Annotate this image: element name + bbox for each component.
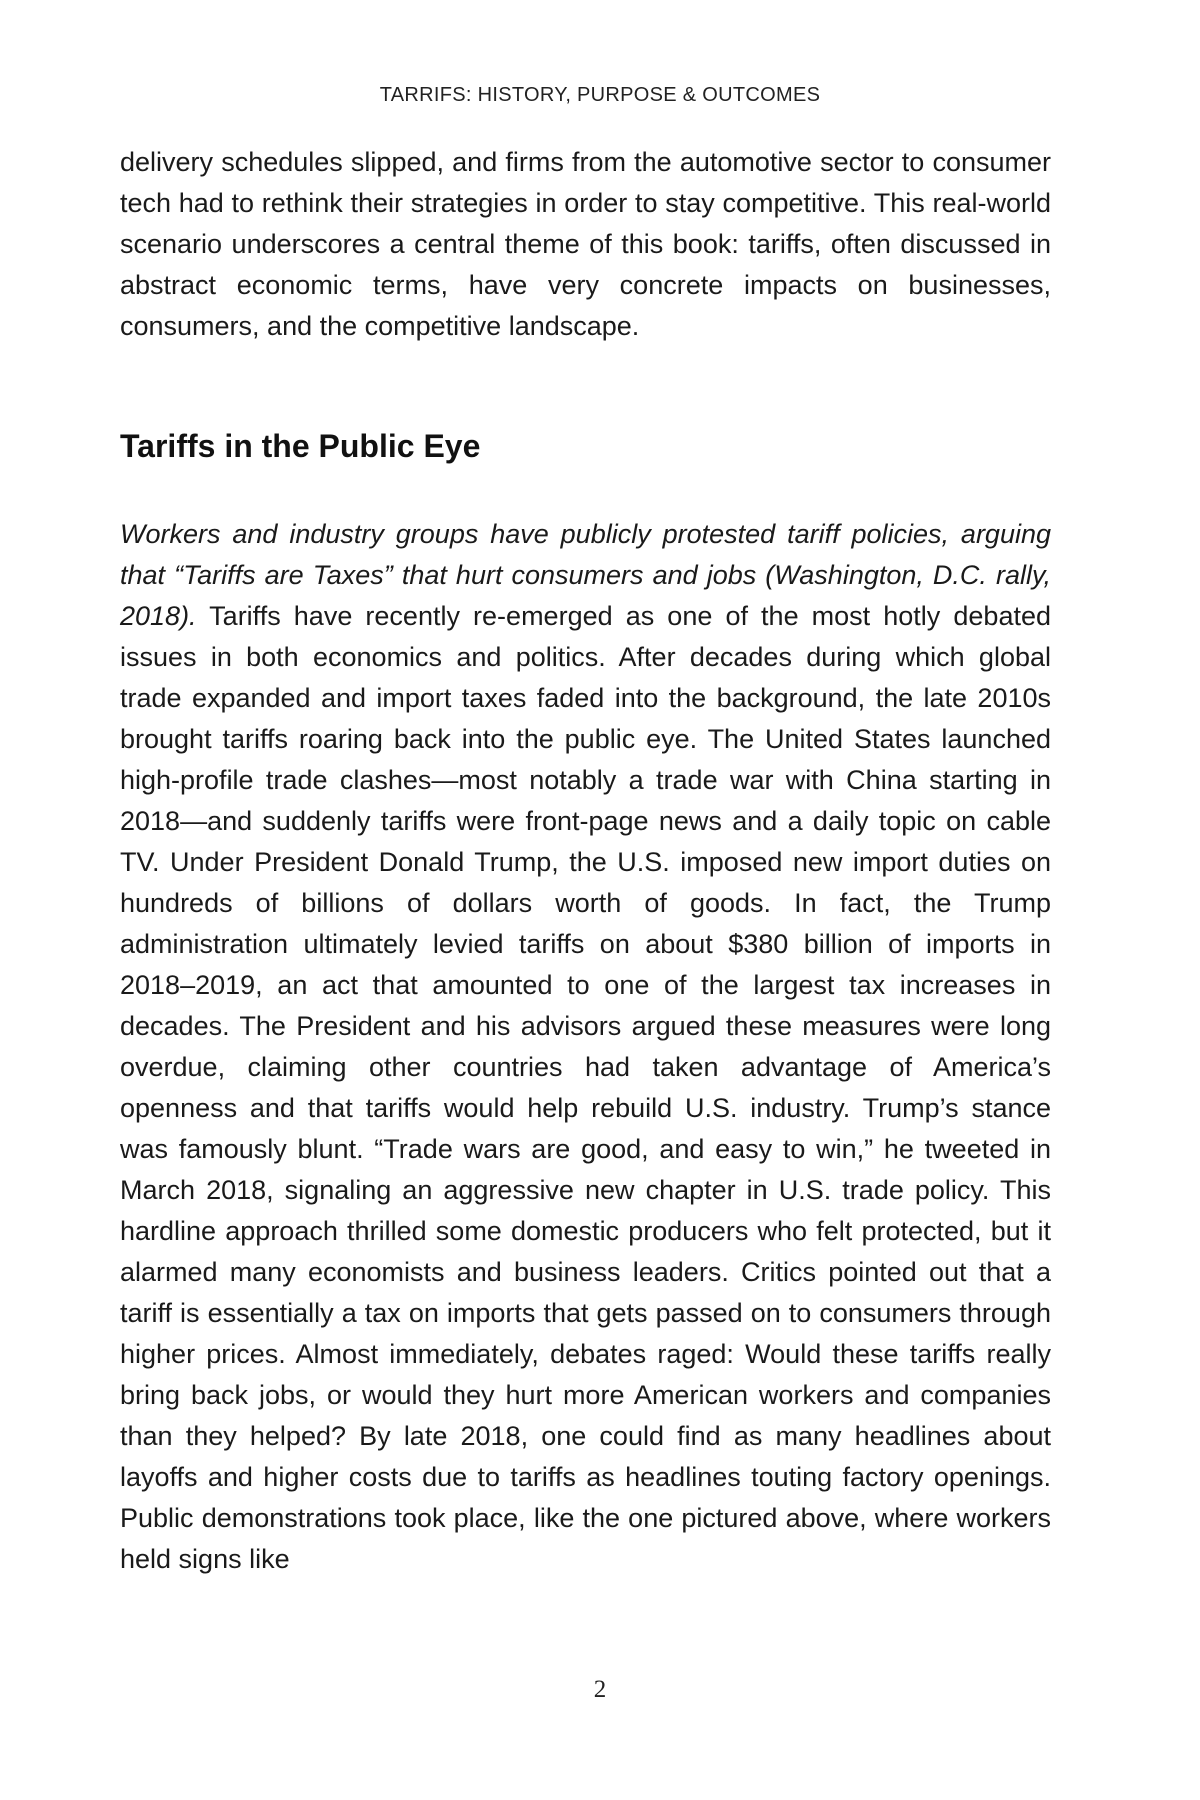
section-heading: Tariffs in the Public Eye [120, 428, 481, 464]
running-header: TARRIFS: HISTORY, PURPOSE & OUTCOMES [379, 84, 821, 106]
section-body-text: Tariffs have recently re-emerged as one of the most hotly debated issues in both economics and politics. After decades during which global trade expanded and import taxes faded into the background, the late 2010s brought tariffs roaring back into the public eye. The United States launched high-profile trade clashes—most notably a trade war with China starting in 2018—and suddenly tariffs were front-page news and a daily topic on cable TV. Under President Donald Trump, the U.S. imposed new import duties on hundreds of billions of dollars worth of goods. In fact, the Trump administration ultimately levied tariffs on about $380 billion of imports in 2018–2019, an act that amounted to one of the largest tax increases in decades. The President and his advisors argued these measures were long overdue, claiming other countries had taken advantage of America’s openness and that tariffs would help rebuild U.S. industry. Trump’s stance was famously blunt. “Trade wars are good, and easy to win,” he tweeted in March 2018, signaling an aggressive new chapter in U.S. trade policy. This hardline approach thrilled some domestic producers who felt protected, but it alarmed many economists and business leaders. Critics pointed out that a tariff is essentially a tax on imports that gets passed on to consumers through higher prices. Almost immediately, debates raged: Would these tariffs really bring back jobs, or would they hurt more American workers and companies than they helped? By late 2018, one could find as many headlines about layoffs and higher costs due to tariffs as headlines touting factory openings. Public demonstrations took place, like the one pictured above, where workers held signs like [120, 601, 1051, 1574]
page-number: 2 [593, 1676, 607, 1703]
intro-paragraph: delivery schedules slipped, and firms from the automotive sector to consumer tech had to rethink their strategies in order to stay competitive. This real-world scenario underscores a central theme of this book: tariffs, often discussed in abstract economic terms, have very concrete impacts on businesses, consumers, and the competitive landscape. [120, 147, 1051, 341]
photo-caption: Workers and industry groups have publicly protested tariff policies, arguing that “Tariffs are Taxes” that hurt consumers and jobs (Washington, D.C. rally, 2018). [120, 519, 1051, 631]
section-body-paragraph [120, 514, 1051, 1580]
